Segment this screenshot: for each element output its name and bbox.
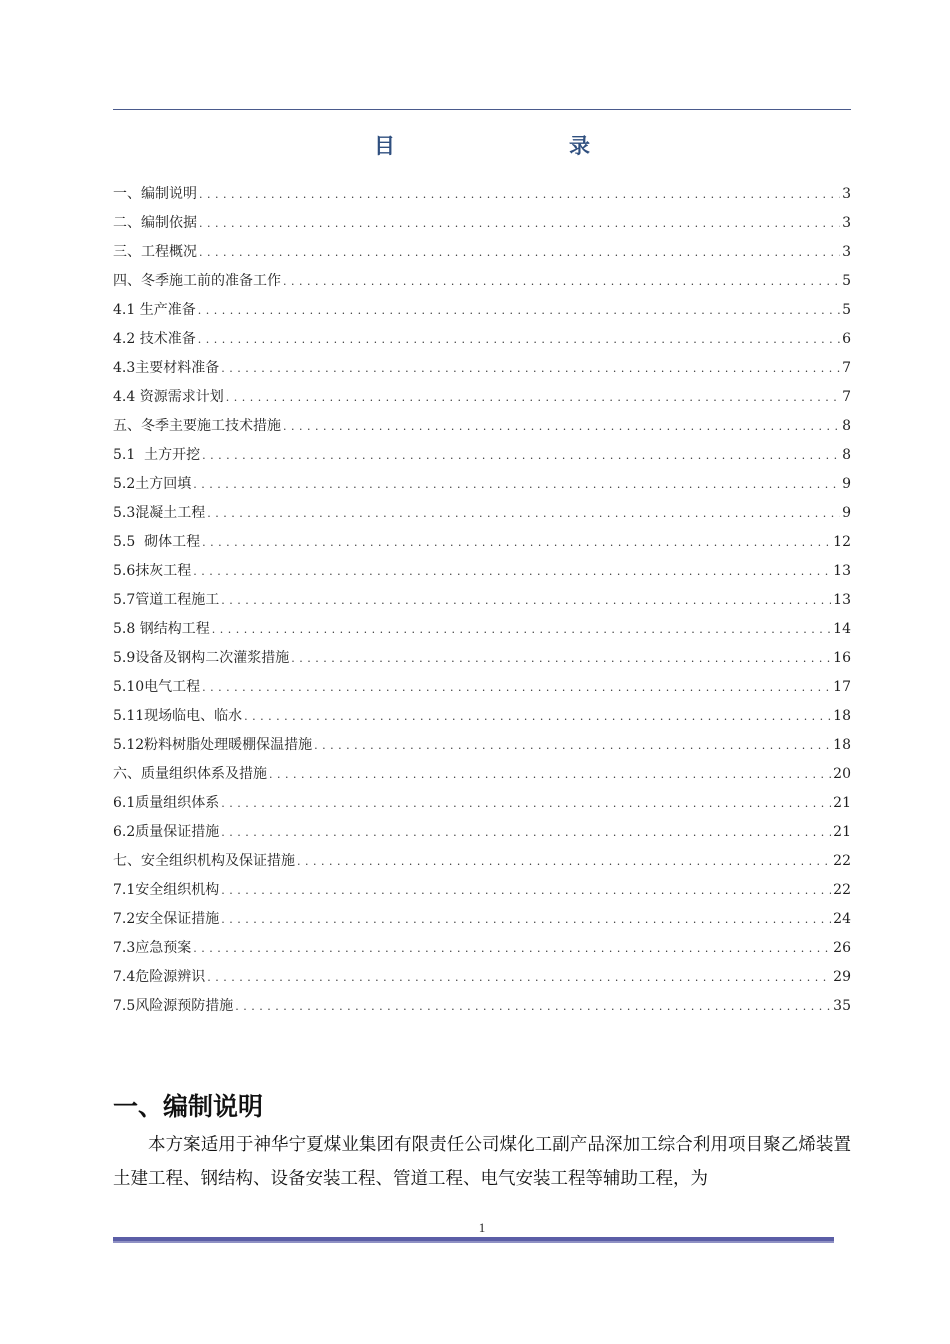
toc-entry-label: 7.4危险源辨识 — [113, 969, 206, 985]
toc-entry[interactable] — [113, 847, 851, 876]
toc-entry-label: 4.2 技术准备 — [113, 331, 196, 347]
toc-entry-label: 六、质量组织体系及措施 — [113, 766, 267, 782]
toc-entry-page: 9 — [842, 476, 851, 492]
toc-entry-page: 12 — [833, 534, 851, 550]
toc-entry-page: 16 — [833, 650, 851, 666]
toc-entry-label: 二、编制依据 — [113, 215, 197, 231]
toc-entry-page: 14 — [833, 621, 851, 637]
toc-entry[interactable] — [113, 412, 851, 441]
toc-leader-dots — [269, 760, 831, 789]
toc-title: 目 录 — [374, 133, 634, 158]
toc-leader-dots — [193, 557, 831, 586]
toc-entry-page: 7 — [842, 389, 851, 405]
page-number: 1 — [478, 1220, 486, 1235]
toc-leader-dots — [291, 644, 831, 673]
toc-entry-page: 35 — [833, 998, 851, 1014]
toc-entry-label: 6.2质量保证措施 — [113, 824, 220, 840]
toc-entry-label: 7.1安全组织机构 — [113, 882, 220, 898]
toc-entry-page: 8 — [842, 418, 851, 434]
toc-leader-dots — [314, 731, 831, 760]
toc-entry-page: 22 — [833, 853, 851, 869]
toc-entry-label: 五、冬季主要施工技术措施 — [113, 418, 281, 434]
toc-entry-label: 5.11现场临电、临水 — [113, 708, 243, 724]
toc-entry[interactable] — [113, 731, 851, 760]
toc-leader-dots — [235, 992, 831, 1021]
toc-entry[interactable] — [113, 905, 851, 934]
toc-entry-label: 5.3混凝土工程 — [113, 505, 206, 521]
toc-leader-dots — [202, 673, 831, 702]
toc-entry[interactable] — [113, 789, 851, 818]
toc-entry-label: 5.8 钢结构工程 — [113, 621, 210, 637]
toc-entry[interactable] — [113, 354, 851, 383]
toc-entry-page: 24 — [833, 911, 851, 927]
toc-entry[interactable] — [113, 702, 851, 731]
toc-entry-page: 6 — [842, 331, 851, 347]
toc-leader-dots — [244, 702, 831, 731]
toc-leader-dots — [283, 267, 840, 296]
toc-entry[interactable] — [113, 934, 851, 963]
toc-entry[interactable] — [113, 325, 851, 354]
toc-entry[interactable] — [113, 238, 851, 267]
toc-entry[interactable] — [113, 876, 851, 905]
toc-entry[interactable] — [113, 557, 851, 586]
table-of-contents — [113, 180, 851, 1021]
toc-entry-label: 一、编制说明 — [113, 186, 197, 202]
toc-entry-page: 7 — [842, 360, 851, 376]
toc-entry[interactable] — [113, 296, 851, 325]
toc-entry-label: 四、冬季施工前的准备工作 — [113, 273, 281, 289]
footer-rule — [113, 1237, 834, 1243]
toc-entry[interactable] — [113, 992, 851, 1021]
toc-entry[interactable] — [113, 267, 851, 296]
toc-leader-dots — [221, 789, 831, 818]
toc-entry-label: 5.12粉料树脂处理暖棚保温措施 — [113, 737, 313, 753]
toc-leader-dots — [226, 383, 840, 412]
toc-entry-label: 7.5风险源预防措施 — [113, 998, 234, 1014]
toc-leader-dots — [283, 412, 840, 441]
toc-entry-label: 三、工程概况 — [113, 244, 197, 260]
toc-entry[interactable] — [113, 441, 851, 470]
toc-entry-page: 17 — [833, 679, 851, 695]
toc-entry-label: 5.1 土方开挖 — [113, 447, 201, 463]
toc-leader-dots — [221, 818, 831, 847]
toc-entry[interactable] — [113, 818, 851, 847]
toc-entry-label: 5.7管道工程施工 — [113, 592, 220, 608]
toc-entry[interactable] — [113, 644, 851, 673]
toc-entry-label: 7.3应急预案 — [113, 940, 192, 956]
toc-entry-label: 5.10电气工程 — [113, 679, 201, 695]
section-heading: 一、编制说明 — [113, 1092, 264, 1121]
toc-leader-dots — [202, 441, 840, 470]
toc-entry-label: 4.3主要材料准备 — [113, 360, 220, 376]
toc-entry-page: 21 — [833, 824, 851, 840]
toc-entry[interactable] — [113, 470, 851, 499]
toc-leader-dots — [193, 470, 840, 499]
toc-leader-dots — [221, 905, 831, 934]
toc-entry-label: 4.1 生产准备 — [113, 302, 196, 318]
toc-entry[interactable] — [113, 615, 851, 644]
toc-leader-dots — [199, 238, 840, 267]
toc-entry-page: 3 — [842, 215, 851, 231]
toc-entry-page: 26 — [833, 940, 851, 956]
toc-entry[interactable] — [113, 180, 851, 209]
toc-leader-dots — [193, 934, 831, 963]
toc-entry[interactable] — [113, 673, 851, 702]
toc-entry[interactable] — [113, 383, 851, 412]
toc-entry-page: 8 — [842, 447, 851, 463]
toc-entry[interactable] — [113, 209, 851, 238]
toc-entry-page: 18 — [833, 737, 851, 753]
header-rule — [113, 109, 851, 110]
toc-leader-dots — [297, 847, 831, 876]
toc-entry-page: 3 — [842, 186, 851, 202]
toc-leader-dots — [198, 296, 840, 325]
body-paragraph: 本方案适用于神华宁夏煤业集团有限责任公司煤化工副产品深加工综合利用项目聚乙烯装置土建工程、钢结构、设备安装工程、管道工程、电气安装工程等辅助工程，为 — [113, 1135, 851, 1189]
toc-entry-label: 6.1质量组织体系 — [113, 795, 220, 811]
toc-entry[interactable] — [113, 528, 851, 557]
toc-entry-page: 21 — [833, 795, 851, 811]
toc-entry-label: 5.2土方回填 — [113, 476, 192, 492]
toc-entry[interactable] — [113, 499, 851, 528]
toc-leader-dots — [207, 499, 840, 528]
toc-entry-page: 20 — [833, 766, 851, 782]
toc-entry-page: 13 — [833, 563, 851, 579]
toc-entry-label: 5.6抹灰工程 — [113, 563, 192, 579]
toc-entry-page: 5 — [842, 273, 851, 289]
toc-entry[interactable] — [113, 586, 851, 615]
toc-leader-dots — [202, 528, 831, 557]
toc-entry-page: 9 — [842, 505, 851, 521]
toc-entry-page: 29 — [833, 969, 851, 985]
toc-entry-page: 5 — [842, 302, 851, 318]
toc-leader-dots — [212, 615, 831, 644]
toc-entry[interactable] — [113, 760, 851, 789]
toc-leader-dots — [199, 180, 840, 209]
toc-leader-dots — [221, 354, 840, 383]
toc-leader-dots — [199, 209, 840, 238]
toc-leader-dots — [198, 325, 840, 354]
toc-entry-label: 7.2安全保证措施 — [113, 911, 220, 927]
toc-entry-label: 4.4 资源需求计划 — [113, 389, 224, 405]
toc-entry-page: 22 — [833, 882, 851, 898]
toc-leader-dots — [221, 586, 831, 615]
toc-entry-label: 七、安全组织机构及保证措施 — [113, 853, 295, 869]
toc-leader-dots — [207, 963, 831, 992]
toc-entry-label: 5.5 砌体工程 — [113, 534, 201, 550]
toc-entry-page: 18 — [833, 708, 851, 724]
toc-entry-label: 5.9设备及钢构二次灌浆措施 — [113, 650, 290, 666]
toc-entry[interactable] — [113, 963, 851, 992]
toc-leader-dots — [221, 876, 831, 905]
toc-entry-page: 13 — [833, 592, 851, 608]
toc-entry-page: 3 — [842, 244, 851, 260]
